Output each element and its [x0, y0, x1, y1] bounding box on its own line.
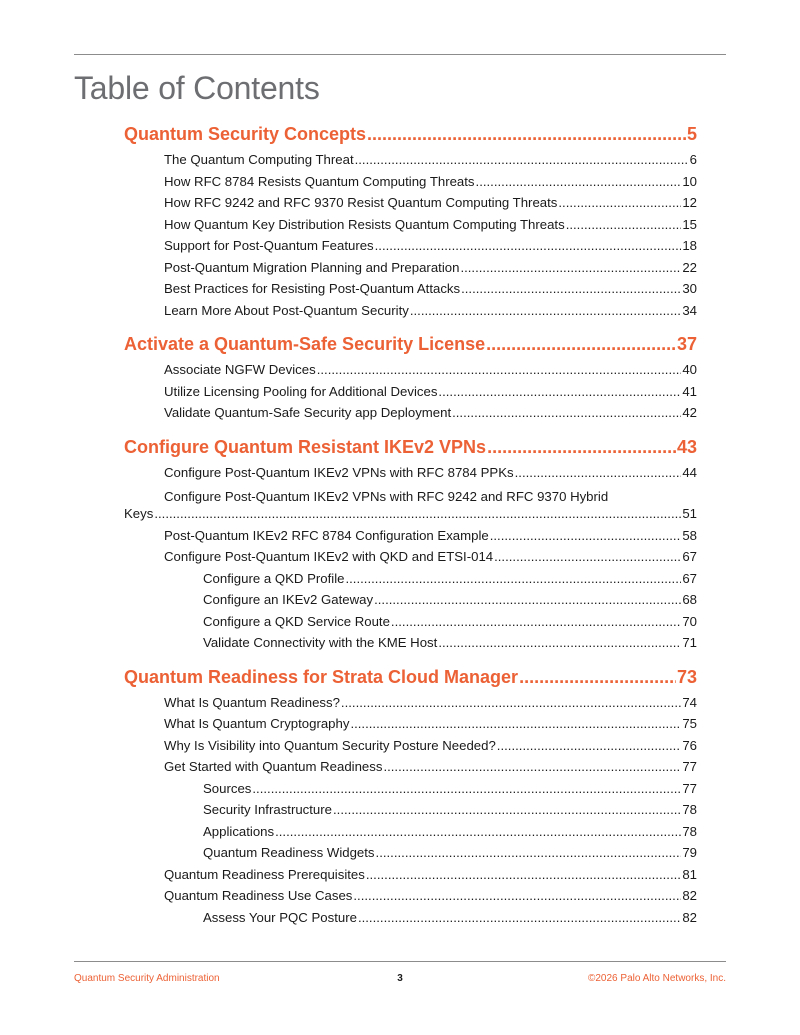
toc-entry-title: Quantum Readiness Prerequisites: [164, 866, 365, 882]
toc-entry[interactable]: [124, 437, 697, 465]
dot-leader: [374, 592, 681, 607]
toc-entry-page: 75: [682, 716, 697, 731]
toc-entry[interactable]: [124, 759, 697, 781]
dot-leader: [515, 465, 682, 480]
toc-entry[interactable]: [124, 716, 697, 738]
toc-entry-page: 43: [676, 436, 697, 457]
toc-entry-title: The Quantum Computing Threat: [164, 152, 354, 167]
toc-entry-title: How Quantum Key Distribution Resists Quantum Computing Threats: [164, 216, 565, 232]
toc-entry-title: Associate NGFW Devices: [164, 362, 316, 377]
dot-leader: [341, 695, 681, 710]
toc-entry-page: 82: [682, 888, 697, 903]
toc-entry[interactable]: [124, 867, 697, 889]
toc-entry-title: Quantum Readiness Widgets: [203, 845, 375, 860]
dot-leader: [461, 281, 681, 296]
toc-entry[interactable]: [124, 384, 697, 406]
toc-entry-page: 44: [682, 464, 697, 480]
toc-entry-page: 68: [682, 592, 697, 607]
toc-entry-page: 30: [682, 281, 697, 296]
dot-leader: [358, 910, 681, 925]
toc-entry-page: 78: [682, 823, 697, 839]
toc-entry-title: Applications: [203, 823, 275, 839]
toc-entry-title: Post-Quantum Migration Planning and Preparation: [164, 259, 460, 275]
header-rule: [74, 54, 726, 55]
toc-entry-page: 77: [682, 759, 697, 774]
toc-entry-page: 76: [682, 737, 697, 753]
dot-leader: [519, 667, 676, 688]
dot-leader: [460, 260, 681, 275]
dot-leader: [438, 384, 681, 399]
toc-entry-title: Validate Connectivity with the KME Host: [203, 635, 438, 650]
toc-entry[interactable]: [124, 174, 697, 196]
toc-entry-page: 12: [682, 195, 697, 210]
toc-entry[interactable]: [124, 667, 697, 695]
toc-entry[interactable]: [124, 910, 697, 932]
dot-leader: [490, 528, 682, 543]
toc-entry[interactable]: [124, 124, 697, 152]
toc-entry-page: 40: [682, 362, 697, 377]
toc-entry-title: Security Infrastructure: [203, 802, 332, 817]
toc-entry[interactable]: [124, 549, 697, 571]
dot-leader: [355, 152, 689, 167]
dot-leader: [383, 759, 681, 774]
toc-entry[interactable]: [124, 303, 697, 325]
toc-entry[interactable]: [124, 695, 697, 717]
dot-leader: [333, 802, 681, 817]
dot-leader: [376, 845, 682, 860]
toc-entry-title: Keys: [124, 506, 154, 521]
toc-entry-title: Configure Post-Quantum IKEv2 VPNs with RFC 8784 PPKs: [164, 464, 514, 480]
footer-rule: [74, 961, 726, 962]
toc-entry-page: 73: [676, 666, 697, 687]
toc-entry[interactable]: [124, 528, 697, 550]
toc-entry[interactable]: [124, 238, 697, 260]
dot-leader: [345, 571, 681, 586]
toc-entry-title: Sources: [203, 780, 252, 796]
toc-entry[interactable]: [124, 334, 697, 362]
dot-leader: [366, 867, 681, 882]
footer-page-number: 3: [397, 973, 403, 984]
toc-entry-page: 67: [682, 570, 697, 586]
toc-entry-title: Quantum Readiness for Strata Cloud Manager: [124, 666, 519, 687]
toc-entry-page: 18: [682, 238, 697, 253]
toc-entry-title: Quantum Readiness Use Cases: [164, 888, 353, 903]
toc-entry-page: 37: [676, 334, 697, 354]
dot-leader: [487, 437, 676, 458]
footer: [74, 973, 726, 989]
toc-entry-title: Configure Quantum Resistant IKEv2 VPNs: [124, 436, 487, 457]
toc-entry[interactable]: [124, 802, 697, 824]
toc-entry[interactable]: [124, 592, 697, 614]
toc-entry-title: What Is Quantum Cryptography: [164, 716, 350, 731]
dot-leader: [275, 824, 681, 839]
dot-leader: [391, 614, 681, 629]
toc-entry-page: 79: [682, 845, 697, 860]
dot-leader: [353, 888, 681, 903]
dot-leader: [476, 174, 682, 189]
toc-entry[interactable]: [124, 506, 697, 528]
dot-leader: [252, 781, 681, 796]
toc-entry-page: 74: [682, 694, 697, 710]
toc-entry-title: Quantum Security Concepts: [124, 124, 367, 144]
toc-entry[interactable]: [124, 281, 697, 303]
table-of-contents: [124, 124, 697, 931]
toc-entry-title: What Is Quantum Readiness?: [164, 694, 340, 710]
toc-entry-page: 5: [686, 124, 697, 144]
toc-entry-page: 42: [682, 405, 697, 420]
dot-leader: [350, 716, 681, 731]
dot-leader: [317, 362, 682, 377]
page-title: Table of Contents: [74, 70, 320, 106]
toc-entry[interactable]: [124, 635, 697, 657]
toc-entry-page: 70: [682, 613, 697, 629]
toc-entry-page: 10: [682, 173, 697, 189]
dot-leader: [566, 217, 682, 232]
toc-entry-title: Activate a Quantum-Safe Security License: [124, 334, 486, 354]
dot-leader: [438, 635, 681, 650]
toc-entry-page: 78: [682, 802, 697, 817]
toc-entry[interactable]: [124, 362, 697, 384]
toc-entry-page: 22: [682, 259, 697, 275]
toc-entry[interactable]: [124, 781, 697, 803]
dot-leader: [410, 303, 682, 318]
toc-entry[interactable]: [124, 465, 697, 487]
toc-entry[interactable]: [124, 195, 697, 217]
toc-entry-title: Configure Post-Quantum IKEv2 VPNs with RFC 9242 and RFC 9370 Hybrid: [164, 489, 609, 504]
toc-entry-title: Why Is Visibility into Quantum Security Posture Needed?: [164, 737, 496, 753]
dot-leader: [486, 334, 676, 355]
toc-entry-wrapped[interactable]: [124, 488, 697, 528]
dot-leader: [558, 195, 681, 210]
toc-entry-title: Post-Quantum IKEv2 RFC 8784 Configuration Example: [164, 527, 489, 543]
toc-entry-title: Configure a QKD Profile: [203, 570, 345, 586]
toc-entry-title: Best Practices for Resisting Post-Quantum Attacks: [164, 281, 461, 296]
toc-entry[interactable]: [124, 260, 697, 282]
toc-entry-page: 67: [682, 549, 697, 564]
dot-leader: [497, 738, 682, 753]
footer-copyright: ©2026 Palo Alto Networks, Inc.: [588, 973, 726, 984]
toc-entry-page: 51: [682, 506, 697, 521]
toc-entry[interactable]: [124, 405, 697, 427]
dot-leader: [494, 549, 681, 564]
toc-entry-title: Configure Post-Quantum IKEv2 with QKD and ETSI-014: [164, 549, 494, 564]
dot-leader: [154, 506, 681, 521]
toc-entry[interactable]: [124, 738, 697, 760]
toc-entry-page: 71: [682, 635, 697, 650]
toc-entry-title: Utilize Licensing Pooling for Additional Devices: [164, 383, 438, 399]
toc-entry-title: How RFC 9242 and RFC 9370 Resist Quantum Computing Threats: [164, 195, 558, 210]
toc-entry[interactable]: [124, 888, 697, 910]
toc-entry-page: 6: [689, 152, 697, 167]
toc-entry[interactable]: [124, 571, 697, 593]
toc-entry[interactable]: [124, 824, 697, 846]
toc-entry-page: 77: [682, 780, 697, 796]
footer-document-title: Quantum Security Administration: [74, 973, 220, 984]
dot-leader: [375, 238, 682, 253]
toc-entry-title: How RFC 8784 Resists Quantum Computing Threats: [164, 173, 475, 189]
toc-entry-title: Learn More About Post-Quantum Security: [164, 302, 409, 318]
toc-entry[interactable]: [124, 614, 697, 636]
toc-entry[interactable]: [124, 845, 697, 867]
dot-leader: [452, 405, 681, 420]
toc-entry-page: 82: [682, 909, 697, 925]
toc-entry-title: Validate Quantum-Safe Security app Deployment: [164, 405, 452, 420]
toc-entry[interactable]: [124, 217, 697, 239]
toc-entry-page: 41: [682, 383, 697, 399]
toc-entry-title: Support for Post-Quantum Features: [164, 238, 374, 253]
toc-entry-page: 15: [682, 216, 697, 232]
dot-leader: [367, 124, 686, 145]
toc-entry-title: Configure a QKD Service Route: [203, 613, 390, 629]
toc-entry-page: 81: [682, 866, 697, 882]
toc-entry-page: 58: [682, 527, 697, 543]
toc-entry-title: Get Started with Quantum Readiness: [164, 759, 383, 774]
toc-entry-title: Configure an IKEv2 Gateway: [203, 592, 374, 607]
toc-entry-page: 34: [682, 302, 697, 318]
toc-entry[interactable]: [124, 152, 697, 174]
toc-entry-title: Assess Your PQC Posture: [203, 909, 357, 925]
